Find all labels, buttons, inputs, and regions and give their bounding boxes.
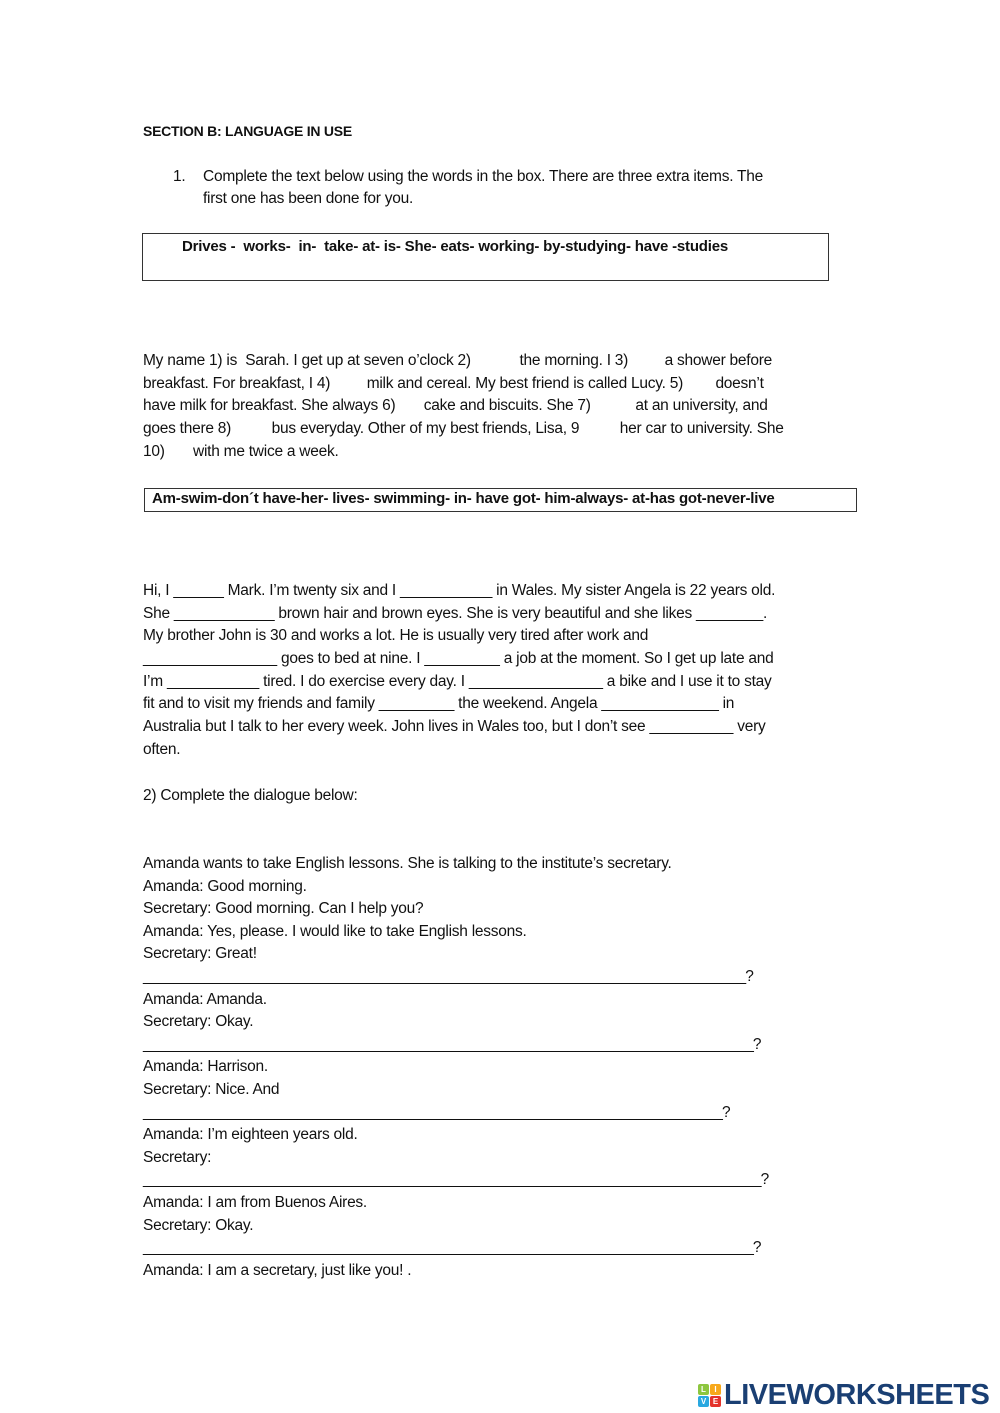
text-line: 10) with me twice a week. [143,443,339,460]
text-line: goes there 8) bus everyday. Other of my best friends, Lisa, 9 her car to university. She [143,420,784,437]
answer-blank[interactable]: ___________________________________________________________________________? [143,1103,730,1121]
liveworksheets-logo [698,1379,989,1412]
word-box-text: Drives - works- in- take- at- is- She- eats- working- by-studying- have -studies [182,238,729,255]
text-line: have milk for breakfast. She always 6) cake and biscuits. She 7) at an university, and [143,397,768,414]
text-line: My brother John is 30 and works a lot. He is usually very tired after work and [143,627,649,644]
dialogue-line: Amanda: Amanda. [143,990,267,1008]
section-title: SECTION B: LANGUAGE IN USE [143,123,352,139]
instruction-line: first one has been done for you. [203,190,414,207]
text-line: often. [143,741,181,758]
dialogue-line: Amanda wants to take English lessons. She is talking to the institute’s secretary. [143,855,672,872]
text-line: My name 1) is Sarah. I get up at seven o’clock 2) the morning. I 3) a shower before [143,352,772,369]
dialogue-line: Amanda: Good morning. [143,877,307,895]
text-line: Australia but I talk to her every week. John lives in Wales too, but I don’t see __________ very [143,718,766,735]
instruction-line: Complete the text below using the words in the box. There are three extra items. The [203,168,763,185]
text-line: fit and to visit my friends and family _________ the weekend. Angela ______________ in [143,695,735,712]
logo-text: LIVEWORKSHEETS [724,1379,990,1411]
dialogue-line: Secretary: Okay. [143,1013,254,1031]
answer-blank[interactable]: _______________________________________________________________________________? [143,1035,761,1053]
word-box [142,233,829,281]
dialogue-line: Secretary: [143,1148,212,1166]
logo-badge-icon: L I V E [698,1384,721,1407]
exercise-number: 1. [173,168,186,185]
dialogue-line: Secretary: Okay. [143,1216,254,1234]
dialogue-line: Amanda: I am from Buenos Aires. [143,1194,367,1211]
dialogue-line: Amanda: Harrison. [143,1058,268,1076]
text-line: I’m ___________ tired. I do exercise every day. I ________________ a bike and I use it to stay [143,673,772,690]
text-line: Hi, I ______ Mark. I’m twenty six and I ___________ in Wales. My sister Angela is 22 years old. [143,582,776,599]
exercise2-instruction: 2) Complete the dialogue below: [143,787,358,804]
text-line: She ____________ brown hair and brown eyes. She is very beautiful and she likes ________. [143,605,768,622]
dialogue-line: Amanda: I am a secretary, just like you! . [143,1261,412,1279]
word-box-2-text: Am-swim-don´t have-her- lives- swimming- in- have got- him-always- at-has got-never-live [152,490,775,507]
dialogue-line: Amanda: I’m eighteen years old. [143,1126,358,1144]
text-line: breakfast. For breakfast, I 4) milk and cereal. My best friend is called Lucy. 5) doesn’t [143,375,764,392]
dialogue-line: Amanda: Yes, please. I would like to take English lessons. [143,922,527,940]
dialogue-line: Secretary: Good morning. Can I help you? [143,900,424,918]
answer-blank[interactable]: ______________________________________________________________________________? [143,968,753,985]
dialogue-line: Secretary: Nice. And [143,1081,280,1098]
dialogue-line: Secretary: Great! [143,945,257,963]
answer-blank[interactable]: _______________________________________________________________________________? [143,1239,761,1257]
text-line: ________________ goes to bed at nine. I _________ a job at the moment. So I get up late and [143,650,774,667]
answer-blank[interactable]: ________________________________________________________________________________? [143,1171,769,1189]
word-box-2 [144,488,857,512]
